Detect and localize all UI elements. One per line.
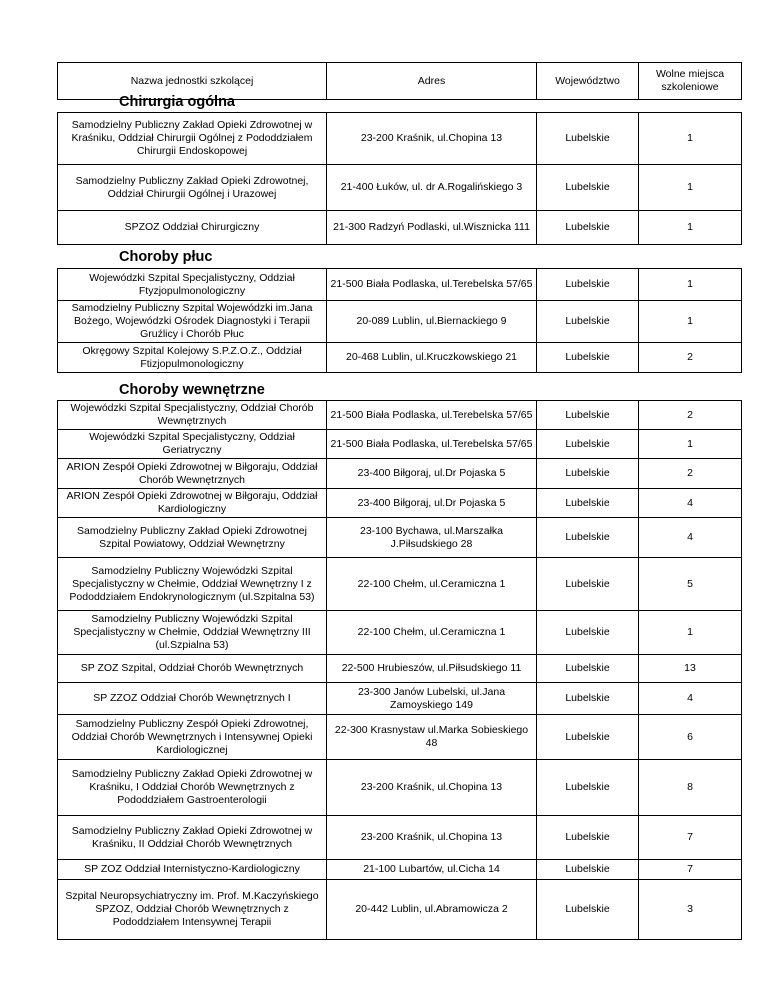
table-row: [58, 489, 742, 518]
cell-address: 23-400 Biłgoraj, ul.Dr Pojaska 5: [327, 459, 537, 489]
cell-name: Wojewódzki Szpital Specjalistyczny, Oddział Geriatryczny: [58, 430, 327, 459]
section-table-lung: [57, 268, 742, 373]
table-row: [58, 880, 742, 940]
cell-name: Wojewódzki Szpital Specjalistyczny, Oddział Chorób Wewnętrznych: [58, 401, 327, 430]
table-row: [58, 165, 742, 211]
cell-address: 23-300 Janów Lubelski, ul.Jana Zamoyskiego 149: [327, 683, 537, 715]
cell-places: 2: [639, 343, 742, 373]
table-row: [58, 558, 742, 611]
cell-name: Samodzielny Publiczny Zakład Opieki Zdrowotnej, Oddział Chirurgii Ogólnej i Urazowej: [58, 165, 327, 211]
cell-voivodeship: Lubelskie: [537, 683, 639, 715]
cell-name: Samodzielny Publiczny Zakład Opieki Zdrowotnej w Kraśniku, II Oddział Chorób Wewnętrznych: [58, 816, 327, 860]
table-row: [58, 301, 742, 343]
cell-name: SP ZOZ Oddział Internistyczno-Kardiologiczny: [58, 860, 327, 880]
cell-name: ARION Zespół Opieki Zdrowotnej w Biłgoraju, Oddział Kardiologiczny: [58, 489, 327, 518]
cell-voivodeship: Lubelskie: [537, 343, 639, 373]
cell-address: 23-400 Biłgoraj, ul.Dr Pojaska 5: [327, 489, 537, 518]
header-address: Adres: [327, 63, 537, 100]
cell-name: Wojewódzki Szpital Specjalistyczny, Oddział Ftyzjopulmonologiczny: [58, 269, 327, 301]
cell-address: 23-200 Kraśnik, ul.Chopina 13: [327, 816, 537, 860]
cell-name: SP ZZOZ Oddział Chorób Wewnętrznych I: [58, 683, 327, 715]
cell-address: 23-100 Bychawa, ul.Marszałka J.Piłsudskiego 28: [327, 518, 537, 558]
cell-voivodeship: Lubelskie: [537, 518, 639, 558]
cell-name: Samodzielny Publiczny Zakład Opieki Zdrowotnej w Kraśniku, Oddział Chirurgii Ogólnej z Pododdziałem Chirurgii Endoskopowej: [58, 113, 327, 165]
table-row: [58, 430, 742, 459]
cell-name: SP ZOZ Szpital, Oddział Chorób Wewnętrznych: [58, 655, 327, 683]
table-row: [58, 211, 742, 245]
cell-places: 1: [639, 269, 742, 301]
cell-address: 23-200 Kraśnik, ul.Chopina 13: [327, 113, 537, 165]
table-row: [58, 518, 742, 558]
cell-places: 4: [639, 518, 742, 558]
cell-address: 22-100 Chełm, ul.Ceramiczna 1: [327, 558, 537, 611]
cell-name: Samodzielny Publiczny Wojewódzki Szpital Specjalistyczny w Chełmie, Oddział Wewnętrzny I z Pododdziałem Endokrynologicznym (ul.Szpitalna 53): [58, 558, 327, 611]
cell-places: 1: [639, 211, 742, 245]
cell-places: 1: [639, 301, 742, 343]
cell-name: ARION Zespół Opieki Zdrowotnej w Biłgoraju, Oddział Chorób Wewnętrznych: [58, 459, 327, 489]
table-row: [58, 611, 742, 655]
cell-voivodeship: Lubelskie: [537, 401, 639, 430]
table-row: [58, 343, 742, 373]
cell-places: 8: [639, 760, 742, 816]
header-places: Wolne miejsca szkoleniowe: [639, 63, 742, 100]
cell-address: 21-300 Radzyń Podlaski, ul.Wisznicka 111: [327, 211, 537, 245]
cell-voivodeship: Lubelskie: [537, 430, 639, 459]
cell-places: 1: [639, 165, 742, 211]
table-row: [58, 715, 742, 760]
cell-address: 20-468 Lublin, ul.Kruczkowskiego 21: [327, 343, 537, 373]
cell-places: 3: [639, 880, 742, 940]
cell-voivodeship: Lubelskie: [537, 301, 639, 343]
cell-places: 4: [639, 489, 742, 518]
cell-address: 22-300 Krasnystaw ul.Marka Sobieskiego 48: [327, 715, 537, 760]
cell-name: Okręgowy Szpital Kolejowy S.P.Z.O.Z., Oddział Ftizjopulmonologiczny: [58, 343, 327, 373]
table-row: [58, 760, 742, 816]
header-name: Nazwa jednostki szkolącej: [58, 63, 327, 100]
cell-voivodeship: Lubelskie: [537, 860, 639, 880]
cell-places: 4: [639, 683, 742, 715]
header-voivodeship: Województwo: [537, 63, 639, 100]
table-row: [58, 459, 742, 489]
table-row: [58, 269, 742, 301]
cell-places: 6: [639, 715, 742, 760]
cell-name: Samodzielny Publiczny Zakład Opieki Zdrowotnej w Kraśniku, I Oddział Chorób Wewnętrznych z Pododdziałem Gastroenterologii: [58, 760, 327, 816]
section-table-surgery: [57, 112, 742, 245]
cell-name: Szpital Neuropsychiatryczny im. Prof. M.Kaczyńskiego SPZOZ, Oddział Chorób Wewnętrznych z Pododdziałem Intensywnej Terapii: [58, 880, 327, 940]
cell-places: 2: [639, 459, 742, 489]
cell-address: 22-500 Hrubieszów, ul.Piłsudskiego 11: [327, 655, 537, 683]
cell-voivodeship: Lubelskie: [537, 269, 639, 301]
cell-voivodeship: Lubelskie: [537, 558, 639, 611]
cell-name: Samodzielny Publiczny Wojewódzki Szpital Specjalistyczny w Chełmie, Oddział Wewnętrzny III (ul.Szpialna 53): [58, 611, 327, 655]
section-title-surgery: Chirurgia ogólna: [119, 94, 235, 110]
cell-voivodeship: Lubelskie: [537, 880, 639, 940]
cell-address: 21-400 Łuków, ul. dr A.Rogalińskiego 3: [327, 165, 537, 211]
cell-voivodeship: Lubelskie: [537, 113, 639, 165]
cell-places: 13: [639, 655, 742, 683]
cell-voivodeship: Lubelskie: [537, 211, 639, 245]
cell-name: Samodzielny Publiczny Zespół Opieki Zdrowotnej, Oddział Chorób Wewnętrznych i Intensywnej Opieki Kardiologicznej: [58, 715, 327, 760]
cell-address: 20-089 Lublin, ul.Biernackiego 9: [327, 301, 537, 343]
cell-voivodeship: Lubelskie: [537, 165, 639, 211]
cell-voivodeship: Lubelskie: [537, 715, 639, 760]
cell-places: 1: [639, 430, 742, 459]
cell-address: 21-500 Biała Podlaska, ul.Terebelska 57/65: [327, 430, 537, 459]
section-title-lung: Choroby płuc: [119, 249, 213, 265]
cell-voivodeship: Lubelskie: [537, 655, 639, 683]
cell-address: 21-500 Biała Podlaska, ul.Terebelska 57/65: [327, 401, 537, 430]
section-title-internal: Choroby wewnętrzne: [119, 382, 265, 398]
cell-places: 7: [639, 816, 742, 860]
cell-voivodeship: Lubelskie: [537, 760, 639, 816]
cell-address: 23-200 Kraśnik, ul.Chopina 13: [327, 760, 537, 816]
cell-places: 1: [639, 611, 742, 655]
cell-name: Samodzielny Publiczny Zakład Opieki Zdrowotnej Szpital Powiatowy, Oddział Wewnętrzny: [58, 518, 327, 558]
table-row: [58, 655, 742, 683]
cell-name: Samodzielny Publiczny Szpital Wojewódzki im.Jana Bożego, Wojewódzki Ośrodek Diagnostyki i Terapii Gruźlicy i Chorób Płuc: [58, 301, 327, 343]
table-row: [58, 401, 742, 430]
cell-places: 5: [639, 558, 742, 611]
table-row: [58, 860, 742, 880]
table-row: [58, 816, 742, 860]
cell-places: 2: [639, 401, 742, 430]
cell-voivodeship: Lubelskie: [537, 459, 639, 489]
table-row: [58, 113, 742, 165]
cell-address: 21-500 Biała Podlaska, ul.Terebelska 57/65: [327, 269, 537, 301]
cell-voivodeship: Lubelskie: [537, 816, 639, 860]
cell-address: 21-100 Lubartów, ul.Cicha 14: [327, 860, 537, 880]
cell-address: 20-442 Lublin, ul.Abramowicza 2: [327, 880, 537, 940]
cell-places: 7: [639, 860, 742, 880]
cell-places: 1: [639, 113, 742, 165]
table-row: [58, 683, 742, 715]
cell-voivodeship: Lubelskie: [537, 611, 639, 655]
section-table-internal: [57, 400, 742, 940]
cell-address: 22-100 Chełm, ul.Ceramiczna 1: [327, 611, 537, 655]
cell-name: SPZOZ Oddział Chirurgiczny: [58, 211, 327, 245]
cell-voivodeship: Lubelskie: [537, 489, 639, 518]
